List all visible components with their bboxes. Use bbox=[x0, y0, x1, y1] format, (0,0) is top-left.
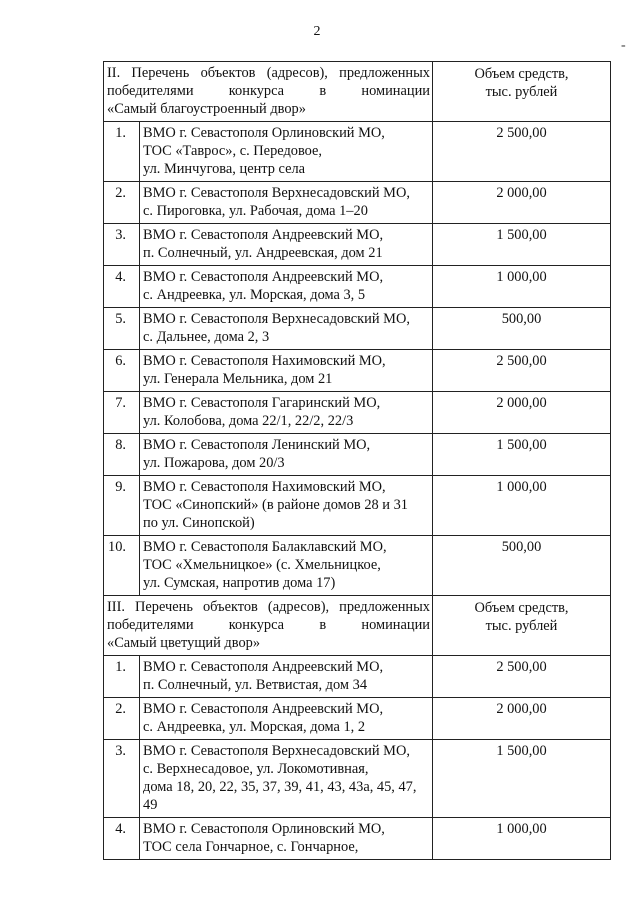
funding-amount: 2 000,00 bbox=[433, 182, 611, 224]
address-line: ТОС села Гончарное, с. Гончарное, bbox=[143, 839, 359, 855]
object-address bbox=[140, 536, 433, 596]
address-line: ВМО г. Севастополя Верхнесадовский МО, bbox=[143, 743, 410, 759]
section-heading-row bbox=[104, 62, 611, 122]
object-address bbox=[140, 818, 433, 860]
table-row bbox=[104, 434, 611, 476]
row-number: 8. bbox=[104, 434, 140, 476]
address-line: ул. Сумская, напротив дома 17) bbox=[143, 575, 336, 591]
address-line: с. Андреевка, ул. Морская, дома 3, 5 bbox=[143, 287, 366, 303]
object-address bbox=[140, 350, 433, 392]
table-row bbox=[104, 818, 611, 860]
table-row bbox=[104, 350, 611, 392]
amount-header-line: Объем средств, bbox=[474, 66, 569, 82]
funding-amount: 1 500,00 bbox=[433, 740, 611, 818]
row-number: 10. bbox=[104, 536, 140, 596]
funding-amount: 500,00 bbox=[433, 308, 611, 350]
objects-table-body bbox=[104, 62, 611, 860]
row-number: 1. bbox=[104, 656, 140, 698]
address-line: п. Солнечный, ул. Андреевская, дом 21 bbox=[143, 245, 383, 261]
object-address bbox=[140, 392, 433, 434]
object-address bbox=[140, 308, 433, 350]
address-line: ВМО г. Севастополя Балаклавский МО, bbox=[143, 539, 387, 555]
address-line: ВМО г. Севастополя Верхнесадовский МО, bbox=[143, 311, 410, 327]
amount-column-header bbox=[433, 62, 611, 122]
object-address bbox=[140, 122, 433, 182]
row-number: 9. bbox=[104, 476, 140, 536]
row-number: 3. bbox=[104, 740, 140, 818]
funding-amount: 2 500,00 bbox=[433, 656, 611, 698]
table-row bbox=[104, 308, 611, 350]
address-line: ВМО г. Севастополя Верхнесадовский МО, bbox=[143, 185, 410, 201]
amount-header-line: Объем средств, bbox=[474, 600, 569, 616]
funding-amount: 1 500,00 bbox=[433, 224, 611, 266]
funding-amount: 2 000,00 bbox=[433, 698, 611, 740]
funding-amount: 500,00 bbox=[433, 536, 611, 596]
address-line: с. Верхнесадовое, ул. Локомотивная, bbox=[143, 761, 369, 777]
object-address bbox=[140, 740, 433, 818]
section-heading-line: победителями конкурса в номинации bbox=[107, 83, 430, 99]
address-line: ул. Пожарова, дом 20/3 bbox=[143, 455, 285, 471]
funding-amount: 1 000,00 bbox=[433, 476, 611, 536]
section-heading-line: II. Перечень объектов (адресов), предложенных bbox=[107, 65, 430, 81]
table-row bbox=[104, 266, 611, 308]
section-heading-line: III. Перечень объектов (адресов), предложенных bbox=[107, 599, 430, 615]
row-number: 4. bbox=[104, 818, 140, 860]
funding-amount: 1 500,00 bbox=[433, 434, 611, 476]
object-address bbox=[140, 656, 433, 698]
row-number: 7. bbox=[104, 392, 140, 434]
address-line: ул. Генерала Мельника, дом 21 bbox=[143, 371, 333, 387]
object-address bbox=[140, 698, 433, 740]
address-line: ВМО г. Севастополя Орлиновский МО, bbox=[143, 821, 385, 837]
address-line: с. Пироговка, ул. Рабочая, дома 1–20 bbox=[143, 203, 368, 219]
section-heading-line: «Самый цветущий двор» bbox=[107, 635, 261, 651]
funding-amount: 2 000,00 bbox=[433, 392, 611, 434]
section-heading-line: победителями конкурса в номинации bbox=[107, 617, 430, 633]
address-line: с. Андреевка, ул. Морская, дома 1, 2 bbox=[143, 719, 366, 735]
object-address bbox=[140, 476, 433, 536]
address-line: ВМО г. Севастополя Гагаринский МО, bbox=[143, 395, 381, 411]
address-line: ВМО г. Севастополя Нахимовский МО, bbox=[143, 479, 386, 495]
row-number: 6. bbox=[104, 350, 140, 392]
section-heading bbox=[104, 596, 433, 656]
address-line: ТОС «Синопский» (в районе домов 28 и 31 bbox=[143, 497, 408, 513]
table-row bbox=[104, 122, 611, 182]
object-address bbox=[140, 182, 433, 224]
row-number: 2. bbox=[104, 182, 140, 224]
address-line: 49 bbox=[143, 797, 158, 813]
address-line: ВМО г. Севастополя Андреевский МО, bbox=[143, 269, 384, 285]
table-row bbox=[104, 224, 611, 266]
objects-table bbox=[103, 61, 611, 860]
row-number: 2. bbox=[104, 698, 140, 740]
address-line: по ул. Синопской) bbox=[143, 515, 255, 531]
edge-mark: - bbox=[621, 38, 626, 53]
table-row bbox=[104, 656, 611, 698]
address-line: ул. Колобова, дома 22/1, 22/2, 22/3 bbox=[143, 413, 354, 429]
object-address bbox=[140, 266, 433, 308]
table-row bbox=[104, 476, 611, 536]
address-line: ул. Минчугова, центр села bbox=[143, 161, 306, 177]
section-heading bbox=[104, 62, 433, 122]
address-line: дома 18, 20, 22, 35, 37, 39, 41, 43, 43а, 45, 47, bbox=[143, 779, 417, 795]
section-heading-row bbox=[104, 596, 611, 656]
table-row bbox=[104, 740, 611, 818]
address-line: ВМО г. Севастополя Ленинский МО, bbox=[143, 437, 371, 453]
address-line: ВМО г. Севастополя Нахимовский МО, bbox=[143, 353, 386, 369]
amount-header-line: тыс. рублей bbox=[485, 618, 558, 634]
address-line: п. Солнечный, ул. Ветвистая, дом 34 bbox=[143, 677, 368, 693]
row-number: 4. bbox=[104, 266, 140, 308]
page-number: 2 bbox=[313, 24, 321, 39]
table-row bbox=[104, 536, 611, 596]
amount-column-header bbox=[433, 596, 611, 656]
funding-amount: 1 000,00 bbox=[433, 266, 611, 308]
funding-amount: 2 500,00 bbox=[433, 122, 611, 182]
table-row bbox=[104, 392, 611, 434]
table-row bbox=[104, 182, 611, 224]
table-row bbox=[104, 698, 611, 740]
address-line: ВМО г. Севастополя Андреевский МО, bbox=[143, 701, 384, 717]
address-line: с. Дальнее, дома 2, 3 bbox=[143, 329, 270, 345]
address-line: ВМО г. Севастополя Андреевский МО, bbox=[143, 227, 384, 243]
object-address bbox=[140, 434, 433, 476]
address-line: ВМО г. Севастополя Андреевский МО, bbox=[143, 659, 384, 675]
address-line: ТОС «Таврос», с. Передовое, bbox=[143, 143, 323, 159]
address-line: ВМО г. Севастополя Орлиновский МО, bbox=[143, 125, 385, 141]
object-address bbox=[140, 224, 433, 266]
funding-amount: 2 500,00 bbox=[433, 350, 611, 392]
row-number: 5. bbox=[104, 308, 140, 350]
section-heading-line: «Самый благоустроенный двор» bbox=[107, 101, 306, 117]
amount-header-line: тыс. рублей bbox=[485, 84, 558, 100]
row-number: 1. bbox=[104, 122, 140, 182]
address-line: ТОС «Хмельницкое» (с. Хмельницкое, bbox=[143, 557, 381, 573]
funding-amount: 1 000,00 bbox=[433, 818, 611, 860]
row-number: 3. bbox=[104, 224, 140, 266]
